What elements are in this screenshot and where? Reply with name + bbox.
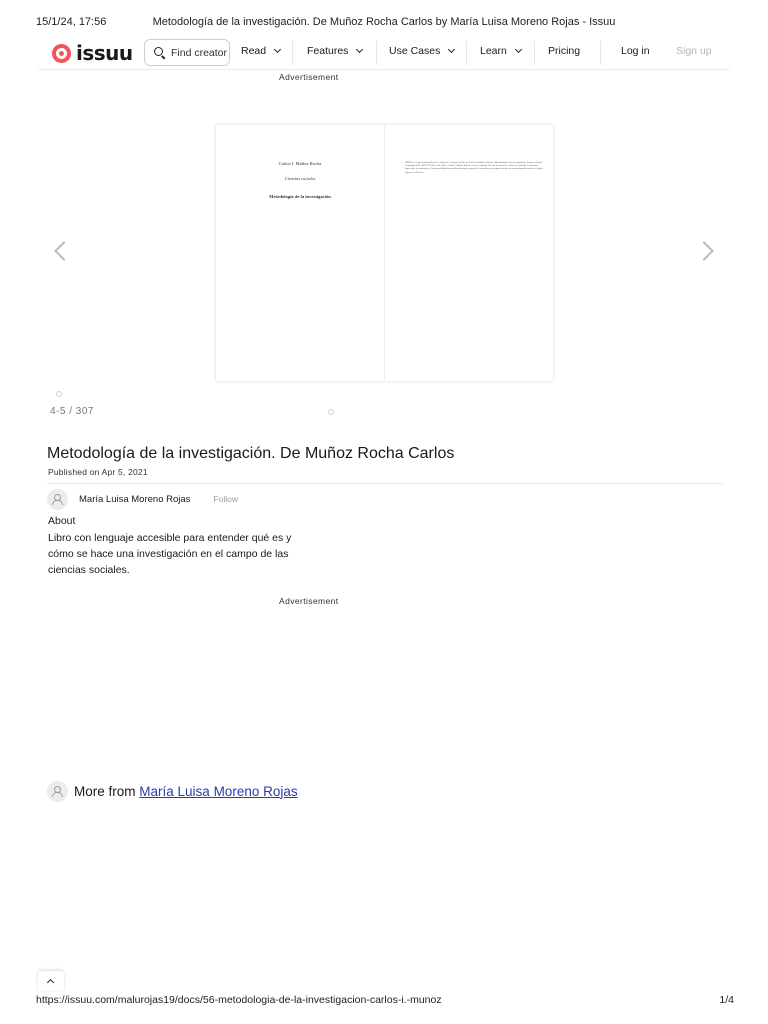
search-placeholder: Find creator xyxy=(171,46,228,59)
next-page-arrow-icon[interactable] xyxy=(694,241,714,261)
nav-read-label: Read xyxy=(241,45,267,57)
author-avatar-icon[interactable] xyxy=(47,781,68,802)
nav-divider xyxy=(600,41,601,65)
signup-button[interactable] xyxy=(676,45,712,57)
nav-learn-dropdown[interactable] xyxy=(480,45,521,57)
page-title-text: Metodología de la investigación xyxy=(269,194,331,199)
previous-page-arrow-icon[interactable] xyxy=(54,241,74,261)
published-date: Published on Apr 5, 2021 xyxy=(48,467,148,477)
login-link[interactable] xyxy=(621,45,650,57)
viewer-progress-dot[interactable] xyxy=(56,391,62,397)
nav-divider xyxy=(466,41,467,65)
nav-read-dropdown[interactable] xyxy=(241,45,280,57)
ad-label-middle: Advertisement xyxy=(279,596,339,606)
chevron-down-icon xyxy=(448,46,455,53)
nav-divider xyxy=(292,41,293,65)
issuu-logo[interactable] xyxy=(52,41,133,65)
nav-divider xyxy=(534,41,535,65)
author-row xyxy=(47,488,238,510)
document-title: Metodología de la investigación. De Muñoz Rocha Carlos xyxy=(47,445,455,462)
follow-button[interactable]: Follow xyxy=(213,494,238,504)
about-heading: About xyxy=(48,515,76,527)
chevron-down-icon xyxy=(515,46,522,53)
search-input[interactable] xyxy=(144,39,230,66)
about-description: Libro con lenguaje accesible para entender qué es y cómo se hace una investigación en el campo de las ciencias sociales. xyxy=(48,532,292,576)
more-from-section xyxy=(47,780,298,802)
chevron-down-icon xyxy=(356,46,363,53)
signup-label: Sign up xyxy=(676,45,712,57)
logo-text: issuu xyxy=(76,41,133,65)
login-label: Log in xyxy=(621,45,650,57)
print-datetime: 15/1/24, 17:56 xyxy=(36,16,107,28)
nav-features-label: Features xyxy=(307,45,349,57)
more-from-prefix: More from xyxy=(74,783,136,799)
scroll-to-top-button[interactable] xyxy=(38,971,64,991)
ad-label-top: Advertisement xyxy=(279,72,339,82)
document-page-left xyxy=(216,125,384,381)
chevron-down-icon xyxy=(274,46,281,53)
document-viewer[interactable] xyxy=(216,125,553,381)
document-page-right xyxy=(384,125,553,381)
viewer-progress-dot[interactable] xyxy=(328,409,334,415)
author-avatar-icon[interactable] xyxy=(47,489,68,510)
page-indicator: 4-5 / 307 xyxy=(50,406,94,417)
nav-features-dropdown[interactable] xyxy=(307,45,362,57)
chevron-up-icon xyxy=(47,979,54,986)
divider xyxy=(47,483,723,484)
nav-learn-label: Learn xyxy=(480,45,507,57)
print-footer-page: 1/4 xyxy=(719,994,734,1006)
nav-pricing-link[interactable] xyxy=(548,45,580,57)
search-icon xyxy=(154,47,165,58)
nav-use-cases-label: Use Cases xyxy=(389,45,441,57)
print-page-title: Metodología de la investigación. De Muñoz Rocha Carlos by María Luisa Moreno Rojas - Issuu xyxy=(152,16,616,28)
page-author: Carlos I. Muñoz Rocha xyxy=(278,161,322,166)
more-from-author-link[interactable]: María Luisa Moreno Rojas xyxy=(139,783,298,799)
author-name-link[interactable]: María Luisa Moreno Rojas xyxy=(79,493,191,505)
more-from-heading xyxy=(74,784,298,799)
page-subtitle: Ciencias sociales xyxy=(284,176,316,181)
nav-pricing-label: Pricing xyxy=(548,45,581,57)
nav-divider xyxy=(376,41,377,65)
print-footer-url: https://issuu.com/malurojas19/docs/56-metodologia-de-la-investigacion-carlos-i.-munoz xyxy=(36,994,442,1006)
nav-use-cases-dropdown[interactable] xyxy=(389,45,454,57)
page-credits-text: DEDICA. Grupo Editorial Patria. Colegio de Ciencias Sociales de la Universidad de México. Metodología de la investigación. Primera edición. Copyright 2016. ISBN 978-607-744. Autor: Carlos I. Muñoz Rocha. Gerente editorial. Diseño de interiores. Diseño de portada. Formación. Supervisor de producción. Queda prohibida la reproducción total o parcial de esta obra por cualquier medio sin la autorización escrita del editor. Impreso en México. xyxy=(405,161,544,174)
issuu-logo-icon xyxy=(52,44,71,63)
top-navbar xyxy=(38,37,730,70)
print-header xyxy=(36,16,732,30)
